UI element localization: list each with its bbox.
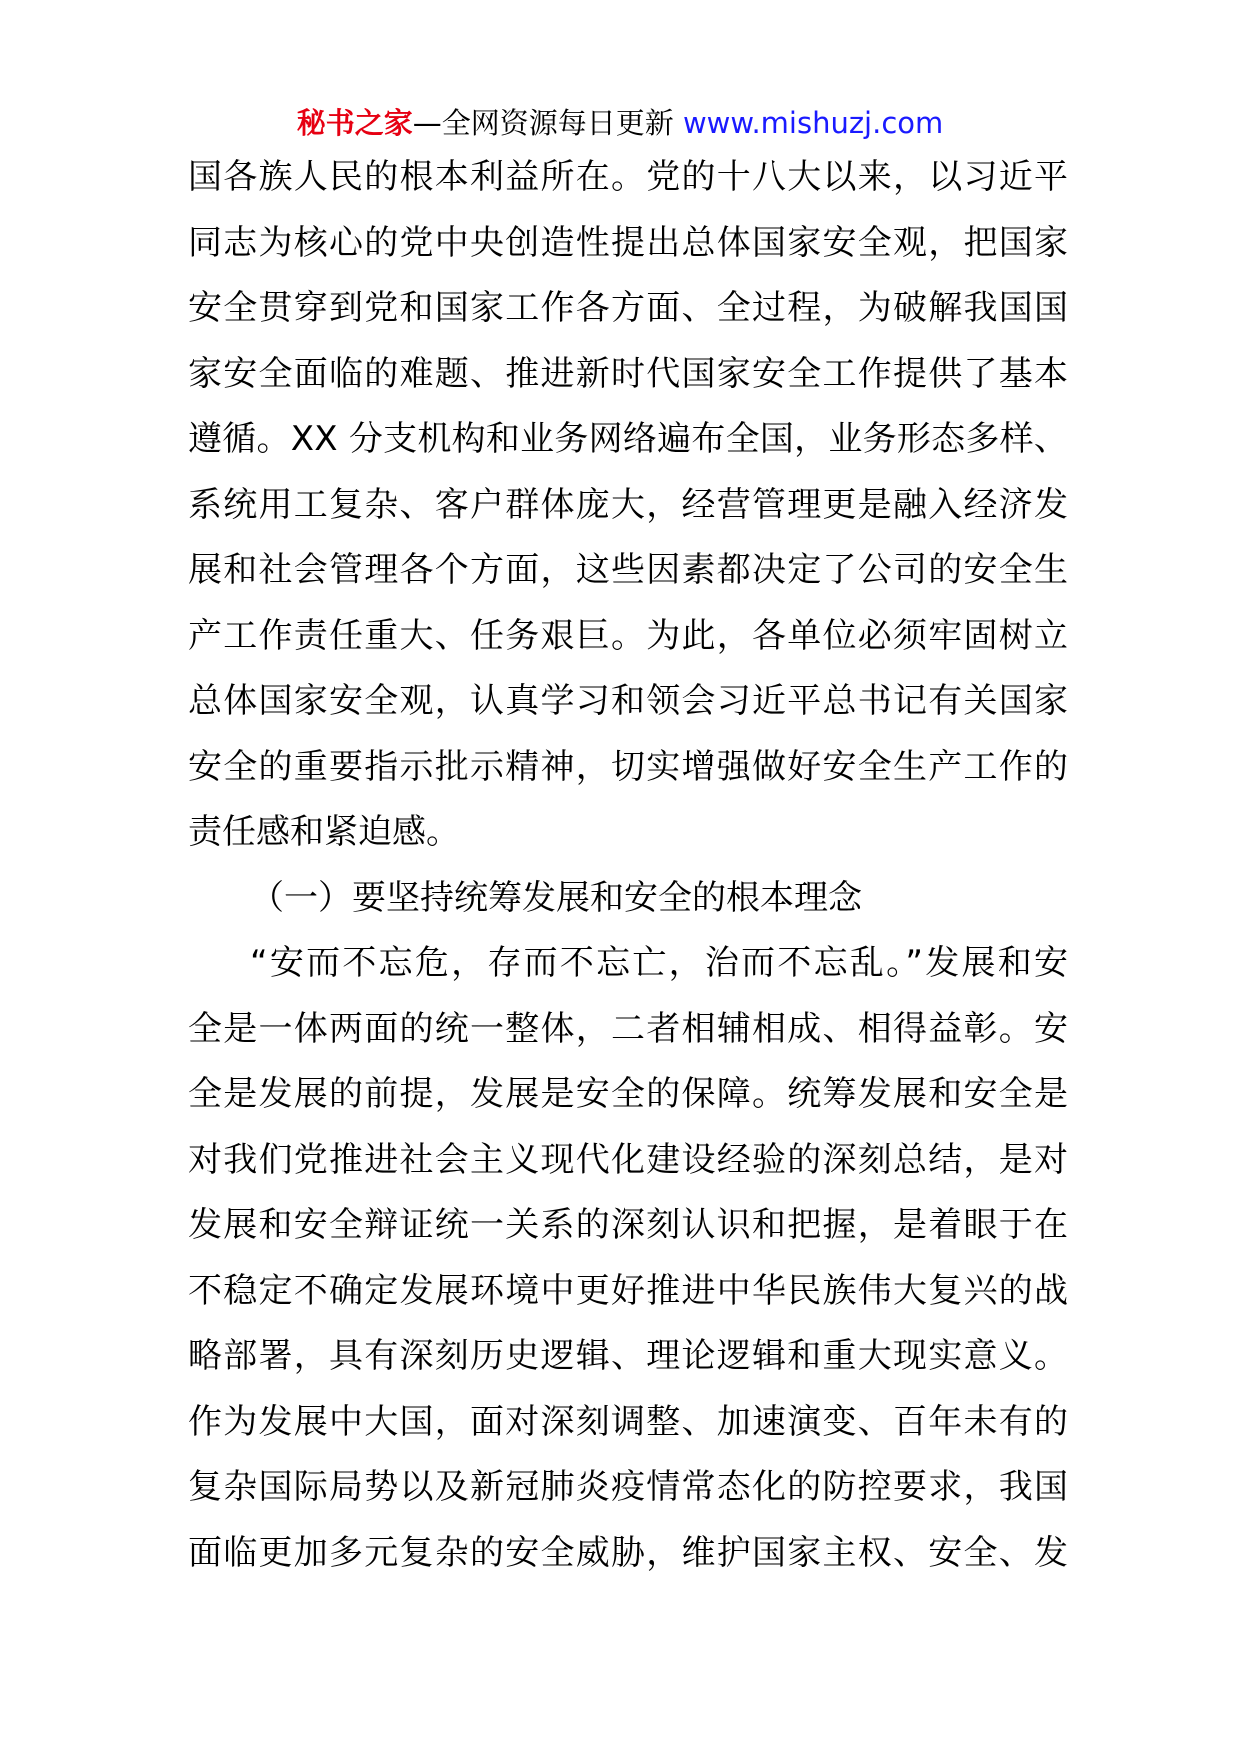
text-line: 产工作责任重大、任务艰巨。为此，各单位必须牢固树立 <box>188 615 1070 656</box>
page-header <box>0 98 1240 148</box>
header-site-link[interactable]: www.mishuzj.com <box>682 106 944 140</box>
text-line: 全是发展的前提，发展是安全的保障。统筹发展和安全是 <box>188 1074 1070 1114</box>
text-line: 遵循。XX 分支机构和业务网络遍布全国，业务形态多样、 <box>188 419 1069 459</box>
text-line: “安而不忘危，存而不忘亡，治而不忘乱。”发展和安 <box>250 943 1071 983</box>
text-line: 责任感和紧迫感。 <box>188 812 460 852</box>
text-line: 展和社会管理各个方面，这些因素都决定了公司的安全生 <box>188 550 1070 590</box>
text-line: 复杂国际局势以及新冠肺炎疫情常态化的防控要求，我国 <box>188 1467 1070 1507</box>
text-line: 总体国家安全观，认真学习和领会习近平总书记有关国家 <box>188 681 1070 721</box>
text-line: 家安全面临的难题、推进新时代国家安全工作提供了基本 <box>188 353 1070 394</box>
text-line: 全是一体两面的统一整体，二者相辅相成、相得益彰。安 <box>188 1008 1070 1049</box>
text-line: 略部署，具有深刻历史逻辑、理论逻辑和重大现实意义。 <box>188 1336 1070 1376</box>
text-line: 对我们党推进社会主义现代化建设经验的深刻总结，是对 <box>188 1139 1070 1180</box>
text-line: 不稳定不确定发展环境中更好推进中华民族伟大复兴的战 <box>188 1270 1070 1311</box>
text-line: 国各族人民的根本利益所在。党的十八大以来，以习近平 <box>188 157 1070 197</box>
text-line: 作为发展中大国，面对深刻调整、加速演变、百年未有的 <box>188 1401 1070 1442</box>
text-line: （一）要坚持统筹发展和安全的根本理念 <box>250 877 862 918</box>
text-line: 系统用工复杂、客户群体庞大，经营管理更是融入经济发 <box>188 484 1070 525</box>
text-line: 发展和安全辩证统一关系的深刻认识和把握，是着眼于在 <box>188 1205 1070 1245</box>
text-line: 安全的重要指示批示精神，切实增强做好安全生产工作的 <box>188 746 1070 787</box>
text-line: 安全贯穿到党和国家工作各方面、全过程，为破解我国国 <box>188 288 1070 328</box>
text-line: 同志为核心的党中央创造性提出总体国家安全观，把国家 <box>188 222 1070 263</box>
header-brand: 秘书之家 <box>296 106 413 140</box>
header-tagline: —全网资源每日更新 <box>412 106 683 140</box>
text-line: 面临更加多元复杂的安全威胁，维护国家主权、安全、发 <box>188 1532 1070 1573</box>
document-body <box>188 145 1071 1586</box>
